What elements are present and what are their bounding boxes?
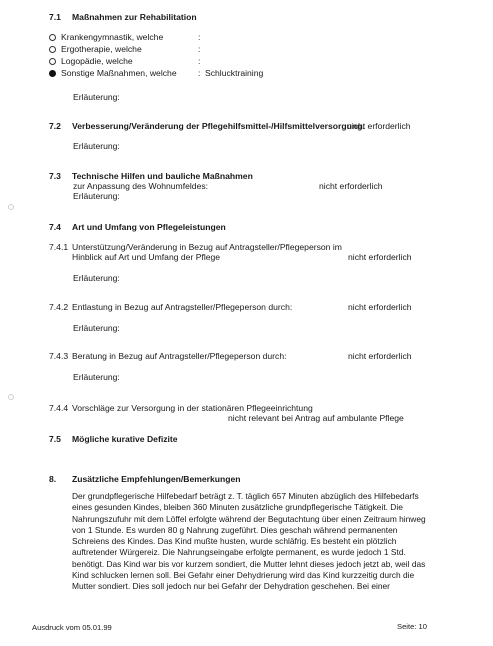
section-7-2-note: Erläuterung: <box>73 141 120 151</box>
section-7-2-title: Verbesserung/Veränderung der Pflegehilfsmittel-/Hilfsmittelversorgung: <box>72 121 366 131</box>
section-7-4-title: Art und Umfang von Pflegeleistungen <box>72 222 226 232</box>
section-7-3-title: Technische Hilfen und bauliche Maßnahmen <box>72 171 253 181</box>
item-7-4-4-number: 7.4.4 <box>49 403 69 413</box>
item-7-4-1-value: nicht erforderlich <box>348 252 412 262</box>
section-7-2-value: nicht erforderlich <box>347 121 411 131</box>
item-7-4-1-line1: Unterstützung/Veränderung in Bezug auf Antragsteller/Pflegeperson im <box>72 242 342 252</box>
item-7-4-3-line1: Beratung in Bezug auf Antragsteller/Pflegeperson durch: <box>72 351 287 361</box>
radio-ergotherapie[interactable] <box>49 46 56 53</box>
footer-print-date: Ausdruck vom 05.01.99 <box>32 623 112 632</box>
option-sonstige-colon: : <box>198 68 201 78</box>
item-7-4-2-value: nicht erforderlich <box>348 302 412 312</box>
option-sonstige-value: Schlucktraining <box>205 68 264 78</box>
item-7-4-2-number: 7.4.2 <box>49 302 69 312</box>
section-7-2-number: 7.2 <box>49 121 61 131</box>
scan-speck <box>8 394 14 400</box>
option-logopaedie-colon: : <box>198 56 201 66</box>
section-8-paragraph: Der grundpflegerische Hilfebedarf beträgt z. T. täglich 657 Minuten abzüglich des Hilfebedarfs eines gesunden Kindes, bleiben 360 Minuten zusätzliche grundpflegerische Tätigkeit. Die Nahrungszufuhr mit dem Löffel erfolgte während der Begutachtung über einen Zeitraum hinweg von 1 Stunde. Es wurden 80 g Nahrung zugeführt. Dies geschah während permanenten Schreiens des Kindes. Das Kind mußte husten, wurde schläfrig. Es besteht ein plötzlich auftretender Würgereiz. Die Nahrungseingabe erfolgte permanent, es wurde jedoch 1 Std. benötigt. Das Kind war bis vor kurzem sondiert, die Mutter lehnt dieses jedoch jetzt ab, weil das Kind schlucken lernen soll. Bei Gefahr einer Dehydrierung wird das Kind kurzzeitig durch die Mutter sondiert. Dies soll jedoch nur bei Gefahr der Dehydration geschehen. Bei einer <box>72 491 426 592</box>
option-krankengymnastik-label: Krankengymnastik, welche <box>61 32 164 42</box>
section-7-5-number: 7.5 <box>49 434 61 444</box>
section-7-4-number: 7.4 <box>49 222 61 232</box>
radio-logopaedie[interactable] <box>49 58 56 65</box>
section-7-1-note: Erläuterung: <box>73 92 120 102</box>
item-7-4-3-note: Erläuterung: <box>73 372 120 382</box>
section-7-1-number: 7.1 <box>49 12 61 22</box>
option-ergotherapie-label: Ergotherapie, welche <box>61 44 142 54</box>
option-sonstige-label: Sonstige Maßnahmen, welche <box>61 68 177 78</box>
item-7-4-3-number: 7.4.3 <box>49 351 69 361</box>
option-ergotherapie-colon: : <box>198 44 201 54</box>
section-7-3-number: 7.3 <box>49 171 61 181</box>
option-logopaedie-label: Logopädie, welche <box>61 56 133 66</box>
section-7-3-note: Erläuterung: <box>73 191 120 201</box>
item-7-4-2-note: Erläuterung: <box>73 323 120 333</box>
item-7-4-2-line1: Entlastung in Bezug auf Antragsteller/Pflegeperson durch: <box>72 302 293 312</box>
item-7-4-3-value: nicht erforderlich <box>348 351 412 361</box>
item-7-4-4-line1: Vorschläge zur Versorgung in der stationären Pflegeeinrichtung <box>72 403 313 413</box>
section-7-5-title: Mögliche kurative Defizite <box>72 434 178 444</box>
scan-speck <box>8 204 14 210</box>
radio-sonstige-massnahmen[interactable] <box>49 70 56 77</box>
radio-krankengymnastik[interactable] <box>49 34 56 41</box>
section-8-title: Zusätzliche Empfehlungen/Bemerkungen <box>72 474 241 484</box>
section-8-number: 8. <box>49 474 57 484</box>
item-7-4-1-number: 7.4.1 <box>49 242 69 252</box>
item-7-4-4-line2: nicht relevant bei Antrag auf ambulante Pflege <box>228 413 404 423</box>
item-7-4-1-line2: Hinblick auf Art und Umfang der Pflege <box>72 252 221 262</box>
item-7-4-1-note: Erläuterung: <box>73 273 120 283</box>
section-7-3-subtitle: zur Anpassung des Wohnumfeldes: <box>73 181 209 191</box>
footer-page-number: Seite: 10 <box>397 622 427 631</box>
option-krankengymnastik-colon: : <box>198 32 201 42</box>
section-7-3-value: nicht erforderlich <box>319 181 383 191</box>
section-7-1-title: Maßnahmen zur Rehabilitation <box>72 12 197 22</box>
